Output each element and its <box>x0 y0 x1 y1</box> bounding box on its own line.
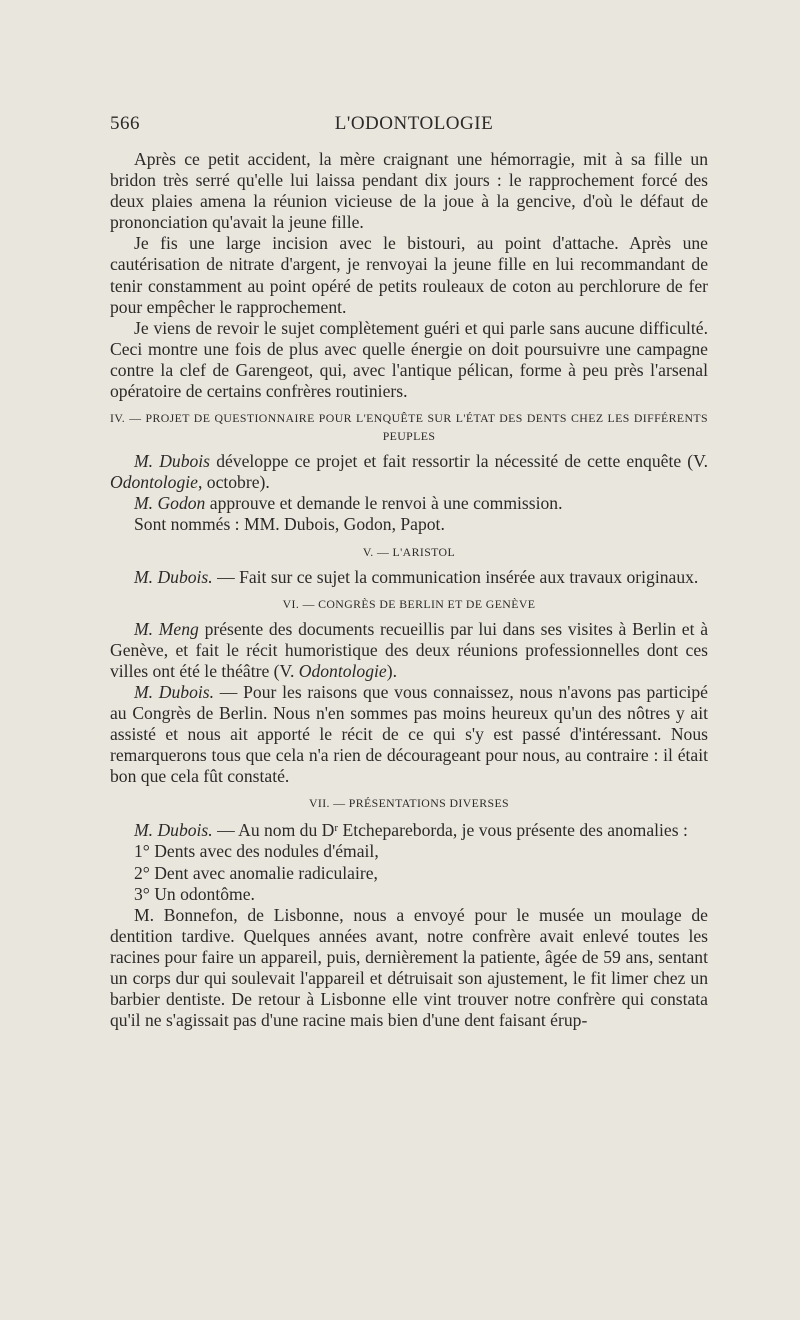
speaker-name: M. Dubois. <box>134 820 213 841</box>
paragraph: Je viens de revoir le sujet complètement guéri et qui parle sans aucune difficulté. Ceci montre une fois de plus avec quelle énergie on doit poursuivre une campagne contre la clef de Garengeot, qui, avec l'antique pélican, forme à peu près l'arsenal opératoire de certains confrères routiniers. <box>110 317 708 402</box>
speaker-name: M. Meng <box>134 618 199 639</box>
paragraph-text: développe ce projet et fait ressortir la nécessité de cette enquête (V. <box>210 451 708 472</box>
list-item: 2° Dent avec anomalie radiculaire, <box>134 862 378 883</box>
paragraph <box>110 451 708 493</box>
list-item: 3° Un odontôme. <box>134 883 255 904</box>
speaker-name: M. Godon <box>134 493 206 514</box>
paragraph-text: , octobre). <box>197 472 270 493</box>
paragraph-text: présente des documents recueillis par lui dans ses visites à Berlin et à Genève, et fait le récit humoristique des deux réunions professionnelles dont ces villes ont été le théâtre (V. <box>110 618 709 681</box>
section-heading-iv: IV. — PROJET DE QUESTIONNAIRE POUR L'ENQUÊTE SUR L'ÉTAT DES DENTS CHEZ LES DIFFÉRENTS PEUPLES <box>110 411 708 444</box>
journal-ref: Odontologie <box>298 660 387 681</box>
running-head <box>110 113 708 143</box>
page-body <box>110 149 708 1031</box>
paragraph: M. Bonnefon, de Lisbonne, nous a envoyé pour le musée un moulage de dentition tardive. Quelques années avant, notre confrère avait enlevé toutes les racines pour faire un appareil, puis, dernièrement la patiente, âgée de 59 ans, sentant un corps dur qui soulevait l'appareil et détruisait son ajustement, le fit limer chez un barbier dentiste. De retour à Lisbonne elle vint trouver notre confrère qui constata qu'il ne s'agissait pas d'une racine mais bien d'une dent faisant érup- <box>110 904 708 1031</box>
paragraph-text: — Au nom du D <box>212 820 335 841</box>
journal-ref: Odontologie <box>110 472 198 493</box>
paragraph <box>110 619 708 682</box>
paragraph-text: approuve et demande le renvoi à une commission. <box>205 493 563 514</box>
paragraph-text: ). <box>386 660 397 681</box>
paragraph <box>110 682 708 787</box>
paragraph <box>110 567 708 588</box>
paragraph: Je fis une large incision avec le bistouri, au point d'attache. Après une cautérisation de nitrate d'argent, je renvoyai la jeune fille en lui recommandant de tenir constamment au point opéré de petits rouleaux de coton au perchlorure de fer pour empêcher le rapprochement. <box>110 233 708 317</box>
running-title: L'ODONTOLOGIE <box>334 113 494 134</box>
paragraph <box>110 818 708 841</box>
paragraph-text: — Pour les raisons que vous connaissez, nous n'avons pas participé au Congrès de Berlin. Nous n'en sommes pas moins heureux qu'un des nôtres y ait assisté et nous ait apporté le récit de ce qui s'y est passé d'intéressant. Nous remarquerons tous que cela n'a rien de décourageant pour nous, au contraire : il était bon que cela fût constaté. <box>110 681 708 787</box>
section-heading-vii: VII. — PRÉSENTATIONS DIVERSES <box>308 796 510 811</box>
paragraph: Après ce petit accident, la mère craignant une hémorragie, mit à sa fille un bridon très serré qu'elle lui laissa pendant dix jours : le rapprochement forcé des deux plaies amena la réunion vicieuse de la joue à la gencive, d'où le défaut de prononciation qu'avait la jeune fille. <box>110 149 708 233</box>
speaker-name: M. Dubois. <box>134 566 213 587</box>
page-number: 566 <box>110 113 140 134</box>
list-item: 1° Dents avec des nodules d'émail, <box>134 841 379 862</box>
section-heading-vi: VI. — CONGRÈS DE BERLIN ET DE GENÈVE <box>282 596 536 611</box>
speaker-name: M. Dubois <box>134 451 211 472</box>
speaker-name: M. Dubois. <box>134 681 215 702</box>
paragraph-text: Etchepareborda, je vous présente des anomalies : <box>338 820 688 841</box>
paragraph: Sont nommés : MM. Dubois, Godon, Papot. <box>134 514 445 535</box>
section-heading-v: V. — L'ARISTOL <box>362 544 456 559</box>
paragraph <box>110 493 708 514</box>
paragraph-text: — Fait sur ce sujet la communication insérée aux travaux originaux. <box>212 566 699 587</box>
superscript: r <box>334 822 339 835</box>
